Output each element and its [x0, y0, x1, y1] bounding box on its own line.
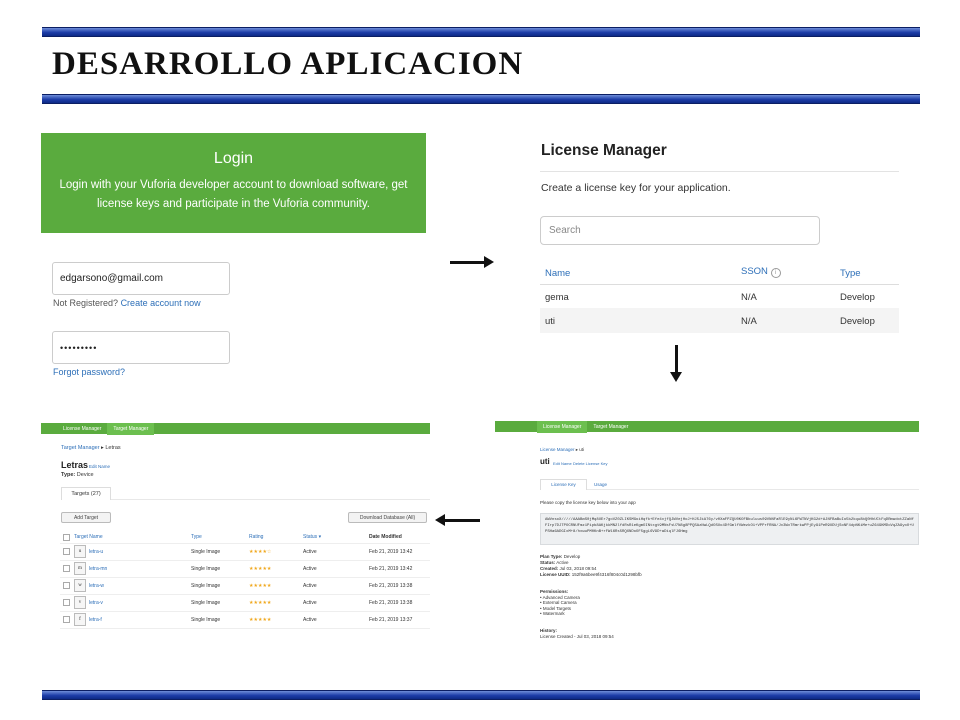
database-type: Type: Device: [61, 472, 94, 478]
nav-license-manager[interactable]: License Manager: [537, 421, 587, 433]
nav-target-manager[interactable]: Target Manager: [593, 424, 629, 430]
license-type: Develop: [840, 292, 875, 303]
table-row[interactable]: [60, 611, 430, 629]
license-table-header: [540, 264, 899, 285]
target-status: Active: [303, 617, 317, 623]
divider: [540, 171, 899, 172]
table-row[interactable]: [60, 560, 430, 578]
permissions-label: Permissions:: [540, 589, 569, 594]
rating-stars-icon: ★★★★☆: [249, 549, 272, 555]
target-thumbnail: w: [74, 579, 86, 592]
license-info: [540, 554, 642, 578]
target-name[interactable]: letra-u: [89, 549, 104, 555]
edit-name-link[interactable]: Edit Name: [89, 464, 111, 469]
target-type: Single Image: [191, 600, 221, 606]
column-date-modified[interactable]: Date Modified: [369, 534, 402, 540]
forgot-password-link[interactable]: Forgot password?: [53, 367, 126, 377]
license-manager-subtitle: Create a license key for your application.: [541, 182, 731, 194]
license-key-value: AWVnsoX/////AAABmS0jMq8UEr7goVZ0ZLIKSMGoiHqfk+Efe4xjfQJWVejHoJ+HJ5JkA76y/v0XaFPZQU0KOFBbuluus09VNNFaRlE9yNL6FWTNVjKG2d+AJNFBaBuIo5b2kqu8bQ0HhUCtFqDRmwdotZZaNfFIrp7DJTPOCRNUFmz1Pipb8AKjkkMN2lfdRsR1eKgmOINtxgt9MNsFsU7N8g8PPQSAzNwLQdOSUo4DfGmlfVWezkO1+VPPrFRNA/Jx3WxTRmrkwPPjEy91PeR9UDUjSoNF4dpNKiMe+uZ64GKMDoVqZA9yoO+UPSHa6ADGIxM+8/hxwuPM0KnB+rFW16Rs5RQXNDoOF5ggL6V9D+aDiqlFJ6Hmg: [545, 518, 914, 534]
target-thumbnail: f: [74, 613, 86, 626]
breadcrumb: Target Manager ▸ Letras: [61, 445, 121, 451]
column-name-header[interactable]: Name: [545, 268, 571, 279]
create-account-link[interactable]: Create account now: [120, 298, 201, 308]
slide-title: DESARROLLO APLICACION: [52, 46, 524, 82]
target-status: Active: [303, 583, 317, 589]
plan-type: Plan Type: Develop: [540, 554, 581, 559]
target-name[interactable]: letra-f: [89, 617, 102, 623]
tab-usage[interactable]: Usage: [594, 482, 608, 487]
row-checkbox[interactable]: [63, 565, 70, 572]
select-all-checkbox[interactable]: [63, 534, 70, 541]
breadcrumb-current: Letras: [105, 445, 121, 451]
target-status: Active: [303, 600, 317, 606]
license-type: Develop: [840, 316, 875, 327]
history-label: History:: [540, 628, 558, 633]
table-row[interactable]: [60, 577, 430, 595]
license-status: Status: Active: [540, 560, 569, 565]
arrow-right-head-icon: [484, 256, 494, 268]
email-value: edgarsono@gmail.com: [60, 273, 163, 284]
license-name-heading: uti: [540, 457, 550, 466]
target-date: Feb 21, 2019 13:38: [369, 600, 413, 606]
arrow-left-icon: [444, 519, 480, 522]
login-heading: Login: [213, 150, 254, 167]
row-checkbox[interactable]: [63, 548, 70, 555]
arrow-right-icon: [450, 261, 486, 264]
column-type[interactable]: Type: [191, 534, 202, 540]
license-name[interactable]: uti: [545, 316, 556, 327]
license-manager-title: License Manager: [541, 142, 667, 159]
copy-instruction: Please copy the license key below into your app: [540, 500, 636, 505]
created-date: Created: Jul 03, 2018 09:54: [540, 566, 597, 571]
target-date: Feb 21, 2019 13:42: [369, 566, 413, 572]
bottom-divider-bar: [42, 690, 920, 700]
permission-item: • Advanced Camera: [540, 594, 580, 600]
tab-targets[interactable]: Targets (27): [61, 487, 111, 500]
permission-item: • Model Targets: [540, 605, 572, 611]
targets-table-header: [60, 530, 430, 544]
table-row[interactable]: [540, 284, 899, 309]
license-sson: N/A: [741, 292, 757, 303]
target-type: Single Image: [191, 549, 221, 555]
target-thumbnail: m: [74, 562, 86, 575]
breadcrumb: License Manager ▸ uti: [540, 447, 585, 452]
column-sson-header[interactable]: SSON i: [741, 266, 781, 278]
permission-item: • External Camera: [540, 600, 577, 605]
top-divider-bar: [42, 27, 920, 37]
row-checkbox[interactable]: [63, 582, 70, 589]
target-date: Feb 21, 2019 13:37: [369, 617, 413, 623]
rating-stars-icon: ★★★★★: [249, 600, 272, 606]
info-icon: i: [771, 268, 781, 278]
add-target-button[interactable]: Add Target: [61, 512, 111, 523]
arrow-down-icon: [675, 345, 678, 373]
rating-stars-icon: ★★★★★: [249, 617, 272, 623]
not-registered-label: Not Registered?: [53, 298, 119, 308]
login-description: Login with your Vuforia developer account to download software, get license keys and participate in the Vuforia community.: [59, 179, 408, 210]
delete-license-key-link[interactable]: Delete License Key: [573, 461, 608, 466]
rating-stars-icon: ★★★★★: [249, 566, 272, 572]
breadcrumb-root[interactable]: License Manager: [540, 447, 575, 452]
title-divider-bar: [42, 94, 920, 104]
target-type: Single Image: [191, 617, 221, 623]
column-target-name[interactable]: Target Name: [74, 534, 103, 540]
license-sson: N/A: [741, 316, 757, 327]
arrow-down-head-icon: [670, 372, 682, 382]
license-key-box[interactable]: [540, 513, 919, 545]
target-thumbnail: u: [74, 545, 86, 558]
license-uuid: License UUID: 152f9a6bee9f4316f804c0d1298bfb: [540, 572, 642, 577]
license-detail-navbar: [495, 421, 919, 432]
history-section: [540, 628, 614, 640]
target-date: Feb 21, 2019 13:38: [369, 583, 413, 589]
nav-target-manager[interactable]: Target Manager: [107, 423, 154, 435]
search-input[interactable]: [540, 216, 820, 245]
column-status[interactable]: Status ▾: [303, 534, 322, 540]
target-name[interactable]: letra-w: [89, 583, 105, 589]
table-row[interactable]: [540, 308, 899, 333]
nav-license-manager[interactable]: License Manager: [63, 426, 102, 432]
target-status: Active: [303, 566, 317, 572]
register-prompt: [53, 298, 201, 308]
history-entry: License Created - Jul 03, 2018 09:54: [540, 634, 614, 639]
target-name[interactable]: letra-mn: [89, 566, 108, 572]
download-database-button[interactable]: Download Database (All): [348, 512, 427, 523]
row-checkbox[interactable]: [63, 616, 70, 623]
target-date: Feb 21, 2019 13:42: [369, 549, 413, 555]
target-name[interactable]: letra-v: [89, 600, 103, 606]
password-field[interactable]: [52, 331, 230, 364]
target-type: Single Image: [191, 566, 221, 572]
target-thumbnail: v: [74, 596, 86, 609]
rating-stars-icon: ★★★★★: [249, 583, 272, 589]
breadcrumb-current: uti: [579, 447, 585, 452]
column-rating[interactable]: Rating: [249, 534, 264, 540]
table-row[interactable]: [60, 543, 430, 561]
table-row[interactable]: [60, 594, 430, 612]
target-status: Active: [303, 549, 317, 555]
breadcrumb-root[interactable]: Target Manager: [61, 445, 100, 451]
row-checkbox[interactable]: [63, 599, 70, 606]
license-name[interactable]: gema: [545, 292, 569, 303]
permission-item: • Watermark: [540, 611, 565, 616]
edit-name-link[interactable]: Edit Name: [553, 461, 572, 466]
divider: [61, 499, 430, 500]
database-name: Letras: [61, 460, 89, 470]
tab-license-key[interactable]: License Key: [540, 479, 587, 490]
permissions-section: [540, 589, 580, 617]
email-field[interactable]: [52, 262, 230, 295]
column-type-header[interactable]: Type: [840, 268, 861, 279]
target-manager-navbar: [41, 423, 430, 434]
target-type: Single Image: [191, 583, 221, 589]
divider: [540, 489, 919, 490]
search-placeholder: Search: [549, 225, 581, 236]
password-value: •••••••••: [60, 342, 98, 353]
login-hero-banner: [41, 133, 426, 233]
